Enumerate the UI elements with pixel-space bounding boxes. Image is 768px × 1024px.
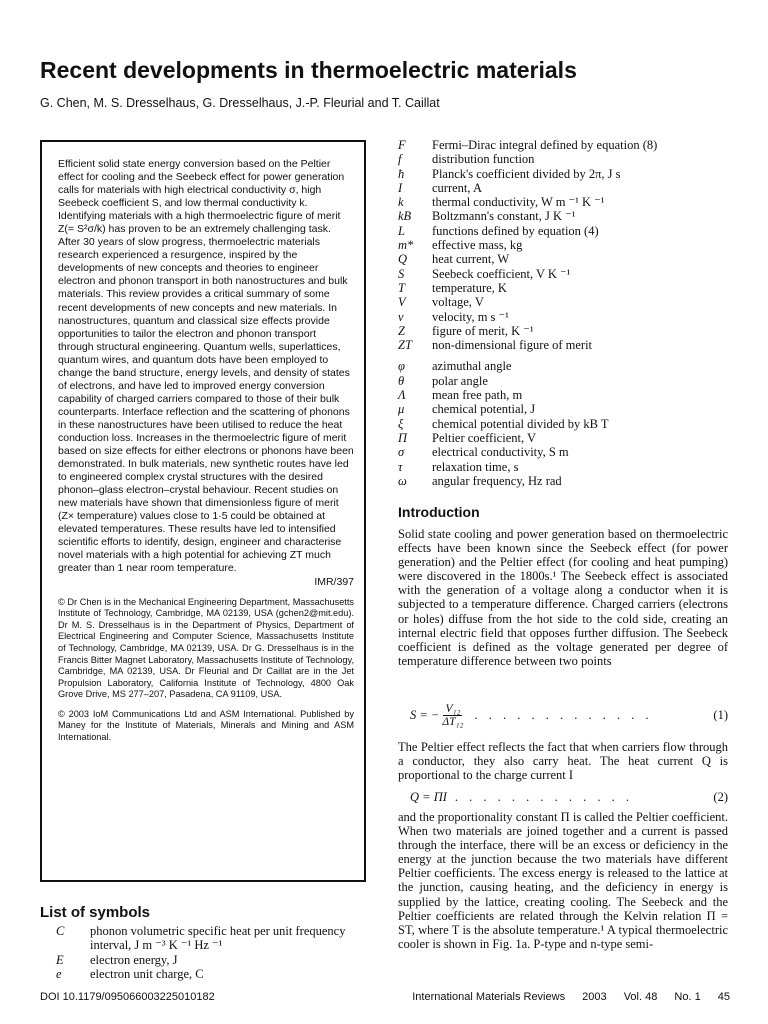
symbol-row <box>398 209 738 223</box>
page-number: 45 <box>717 991 730 1003</box>
symbol-description: electrical conductivity, S m <box>432 445 569 460</box>
symbol-description: chemical potential divided by kB T <box>432 416 609 431</box>
symbol: E <box>56 952 64 967</box>
symbol-row <box>398 152 738 166</box>
symbol-description: electron energy, J <box>90 952 178 967</box>
symbol: ξ <box>398 416 404 431</box>
affiliation-note: © Dr Chen is in the Mechanical Engineering Department, Massachusetts Institute of Technology, Cambridge, MA 02139, USA (gchen2@mit.edu). Dr M. S. Dresselhaus is in the Department of Physics, Department of Electrical Engineering and Computer Science, Massachusetts Institute of Technology, Cambridge, MA 02139, USA. Dr G. Dresselhaus is in the Francis Bitter Magnet Laboratory, Massachusetts Institute of Technology, Cambridge, MA 02139, USA. Dr Fleurial and Dr Caillat are in the Jet Propulsion Laboratory, California Institute of Technology, 4800 Oak Grove Drive, MS 277–207, Pasadena, CA 91109, USA. <box>58 596 354 700</box>
symbol: e <box>56 966 62 981</box>
symbol-row <box>398 267 738 281</box>
equation-1-leader: . . . . . . . . . . . . . <box>474 708 653 722</box>
symbol-row <box>398 138 738 152</box>
intro-paragraph-2: The Peltier effect reflects the fact that when carriers flow through a conductor, they also carry heat. The heat current Q is proportional to the charge current I <box>398 740 728 783</box>
symbol-description: mean free path, m <box>432 388 523 403</box>
symbol-description: thermal conductivity, W m ⁻¹ K ⁻¹ <box>432 195 605 210</box>
symbol: T <box>398 280 405 295</box>
equation-2-number: (2) <box>713 790 728 804</box>
symbol: Z <box>398 323 405 338</box>
symbol: m* <box>398 238 414 253</box>
symbol: V <box>398 295 406 310</box>
equation-1-numerator: V₁₂ <box>445 703 461 715</box>
symbol-description: polar angle <box>432 373 488 388</box>
symbol-row <box>398 388 738 402</box>
symbol-description: effective mass, kg <box>432 238 523 253</box>
symbol-row <box>398 295 738 309</box>
abstract-box <box>40 140 366 882</box>
symbol-description: current, A <box>432 180 482 195</box>
copyright-note: © 2003 IoM Communications Ltd and ASM International. Published by Maney for the Institute of Materials, Minerals and Mining and ASM International. <box>58 708 354 743</box>
introduction-heading: Introduction <box>398 504 480 520</box>
symbol-description: azimuthal angle <box>432 359 512 374</box>
equation-1-lhs: S = − <box>410 708 440 722</box>
equation-1-fraction <box>442 703 463 728</box>
symbol: μ <box>398 402 405 417</box>
intro-paragraph-1: Solid state cooling and power generation based on thermoelectric effects have been known since the Seebeck effect (for power generation) and the Peltier effect (for cooling and heat pumping) were discovered in the 1800s.¹ The Seebeck effect is associated with the generation of a voltage along a conductor when it is subjected to a temperature difference. Charged carriers (electrons or holes) diffuse from the hot side to the cold side, creating an internal electric field that opposes further diffusion. The Seebeck coefficient is defined as the voltage generated per degree of temperature difference between two points <box>398 527 728 668</box>
symbol-description: angular frequency, Hz rad <box>432 473 562 488</box>
symbol-description: relaxation time, s <box>432 459 519 474</box>
symbol-description: Boltzmann's constant, J K ⁻¹ <box>432 209 576 224</box>
symbol-row <box>398 474 738 488</box>
symbol-row <box>398 417 738 431</box>
symbol-description: heat current, W <box>432 252 510 267</box>
symbol-description: non-dimensional figure of merit <box>432 338 593 353</box>
abstract-body: Efficient solid state energy conversion based on the Peltier effect for cooling and the Seebeck effect for power generation calls for materials with high electrical conductivity σ, high Seebeck coefficient S, and low thermal conductivity k. Identifying materials with a high thermoelectric figure of merit Z(= S²σ/k) has proven to be an extremely challenging task. After 30 years of slow progress, thermoelectric materials research experienced a resurgence, inspired by the developments of new concepts and theories to engineer electron and phonon transport in both nanostructures and bulk materials. This review provides a critical summary of some recent developments of new concepts and new materials. In nanostructures, quantum and classical size effects provide opportunities to tailor the electron and phonon transport through structural engineering. Quantum wells, superlattices, quantum wires, and quantum dots have been employed to change the band structure, energy levels, and density of states of electrons, and have led to improved energy conversion capability of charged carriers compared to those of their bulk counterparts. Interface reflection and the scattering of phonons in these nanostructures have been utilised to reduce the heat conduction loss. Increases in the thermoelectric figure of merit based on size effects for either electrons or phonons have been demonstrated. In bulk materials, new synthetic routes have led to engineered complex crystal structures with the desired phonon–glass electron–crystal behaviour. Recent studies on new materials have shown that dimensionless figure of merit (Z× temperature) values close to 1·5 could be obtained at elevated temperatures. These results have led to intensified scientific efforts to identify, design, engineer and characterise novel materials with a high potential for achieving ZT much greater than 1 near room temperature. <box>58 158 354 575</box>
symbol: φ <box>398 359 405 374</box>
symbol-row <box>56 953 366 967</box>
journal-info <box>398 991 730 1003</box>
symbol: Λ <box>398 388 406 403</box>
symbols-heading: List of symbols <box>40 904 151 921</box>
symbol-row <box>398 252 738 266</box>
page-title: Recent developments in thermoelectric materials <box>40 57 577 83</box>
symbol-description: chemical potential, J <box>432 402 536 417</box>
symbol: Q <box>398 252 408 267</box>
symbol-row <box>398 445 738 459</box>
symbols-group-greek <box>398 359 738 488</box>
equation-2 <box>410 790 728 805</box>
equation-1-number: (1) <box>713 708 728 722</box>
symbol-description: Planck's coefficient divided by 2π, J s <box>432 166 621 181</box>
symbol: Π <box>398 430 408 445</box>
symbol-description: temperature, K <box>432 280 507 295</box>
intro-paragraph-3: and the proportionality constant Π is called the Peltier coefficient. When two materials are joined together and a current is passed through the interface, there will be an excess or deficiency in the energy at the junction because the two materials have different Peltier coefficients. The excess energy is released to the lattice at the junction, causing heating, and the deficiency in energy is supplied by the lattice, creating cooling. The Seebeck and the Peltier coefficients are related through the Kelvin relation Π = ST, where T is the absolute temperature.¹ A typical thermoelectric cooler is shown in Fig. 1a. P-type and n-type semi- <box>398 810 728 951</box>
symbol: kB <box>398 209 412 224</box>
symbol: F <box>398 138 406 152</box>
symbols-list-right <box>398 138 738 488</box>
symbol: S <box>398 266 405 281</box>
doi: DOI 10.1179/095066003225010182 <box>40 991 215 1003</box>
symbols-list-left <box>56 924 366 981</box>
symbol-row <box>398 167 738 181</box>
abstract-text <box>58 158 354 589</box>
symbol-row <box>56 967 366 981</box>
symbol-description: phonon volumetric specific heat per unit frequency interval, J m ⁻³ K ⁻¹ Hz ⁻¹ <box>90 924 346 953</box>
symbol-row <box>398 374 738 388</box>
journal-name: International Materials Reviews <box>412 991 566 1003</box>
journal-volume: Vol. 48 <box>623 991 658 1003</box>
symbol: ħ <box>398 166 405 181</box>
symbol-row <box>398 402 738 416</box>
abstract-ref: IMR/397 <box>314 575 354 588</box>
symbol-row <box>398 460 738 474</box>
symbol-description: figure of merit, K ⁻¹ <box>432 323 534 338</box>
equation-2-expr: Q = ΠI <box>410 790 447 804</box>
symbol-description: functions defined by equation (4) <box>432 223 599 238</box>
equation-1-denominator: ΔT₁₂ <box>442 716 464 728</box>
symbol-row <box>398 224 738 238</box>
symbol-row <box>398 281 738 295</box>
symbol-description: electron unit charge, C <box>90 966 204 981</box>
symbol: I <box>398 180 403 195</box>
symbol: ZT <box>398 338 412 353</box>
author-notes <box>58 597 354 744</box>
symbol: v <box>398 309 404 324</box>
symbol-description: distribution function <box>432 152 535 167</box>
symbol-description: velocity, m s ⁻¹ <box>432 309 509 324</box>
symbol: k <box>398 195 404 210</box>
equation-1 <box>410 703 728 728</box>
symbol-description: Fermi–Dirac integral defined by equation (8) <box>432 138 658 152</box>
symbols-group-latin <box>398 138 738 352</box>
symbol-row <box>398 181 738 195</box>
journal-issue: No. 1 <box>674 991 701 1003</box>
symbol: τ <box>398 459 403 474</box>
equation-2-leader: . . . . . . . . . . . . . <box>454 790 634 804</box>
symbol-row <box>398 195 738 209</box>
symbol-row <box>398 359 738 373</box>
page-footer <box>40 991 730 1003</box>
author-list: G. Chen, M. S. Dresselhaus, G. Dresselhaus, J.-P. Fleurial and T. Caillat <box>40 96 440 110</box>
symbol: C <box>56 924 65 938</box>
symbol-row <box>398 338 738 352</box>
symbol-row <box>398 310 738 324</box>
symbol: L <box>398 223 405 238</box>
symbol: θ <box>398 373 405 388</box>
symbol-description: Peltier coefficient, V <box>432 430 537 445</box>
symbol: f <box>398 152 402 167</box>
symbol-row <box>398 324 738 338</box>
symbol: ω <box>398 473 407 488</box>
symbol: σ <box>398 445 405 460</box>
symbol-row <box>398 431 738 445</box>
symbol-description: voltage, V <box>432 295 484 310</box>
symbol-row <box>398 238 738 252</box>
journal-year: 2003 <box>582 991 607 1003</box>
symbol-row <box>56 924 366 953</box>
symbol-description: Seebeck coefficient, V K ⁻¹ <box>432 266 571 281</box>
